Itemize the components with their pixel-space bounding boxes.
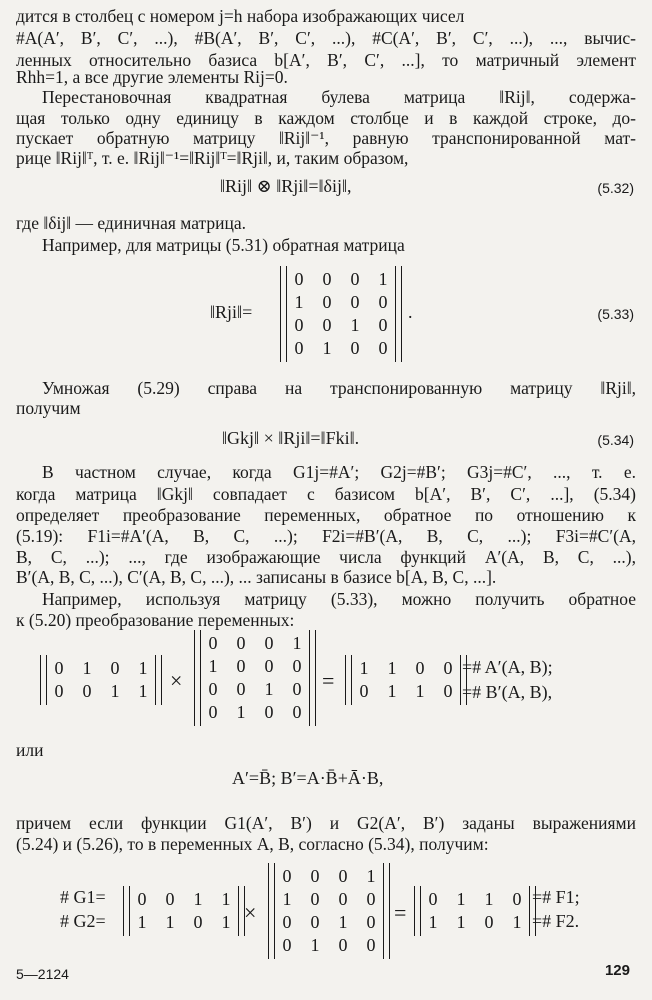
matrix-cell: 0 — [366, 889, 376, 909]
matrix-cell: 0 — [359, 681, 369, 701]
g1-label: # G1= — [60, 887, 106, 907]
text-line: когда матрица ‖Gkj‖ совпадает с базисом b[A′, B′, C′, ...], (5.34) — [16, 484, 636, 504]
matrix-cell: 0 — [484, 912, 494, 932]
matrix-cell: 1 — [137, 912, 147, 932]
matrix-cell: 0 — [512, 889, 522, 909]
matrix-cell: 0 — [294, 269, 304, 289]
matrix-cell: 1 — [359, 658, 369, 678]
matrix-cell: 1 — [512, 912, 522, 932]
matrix-cell: 0 — [378, 292, 388, 312]
matrix-cell: 0 — [443, 681, 453, 701]
equals-sign: = — [322, 668, 335, 693]
text-line: определяет преобразование переменных, обратное по отношению к — [16, 505, 636, 525]
text-line: ленных относительно базиса b[A′, B′, C′, ...], то матричный элемент — [16, 50, 636, 70]
equation-5-33-lhs: ‖Rji‖= — [210, 302, 253, 322]
matrix-cell: 0 — [165, 889, 175, 909]
matrix-right — [357, 657, 455, 703]
matrix-cell: 0 — [282, 935, 292, 955]
matrix-rji — [206, 632, 304, 724]
matrix-cell: 0 — [264, 656, 274, 676]
matrix-cell: 1 — [456, 889, 466, 909]
text-line: Например, используя матрицу (5.33), можно получить обратное — [42, 589, 636, 609]
matrix-cell: 0 — [310, 866, 320, 886]
matrix-cell: 0 — [208, 633, 218, 653]
text-line: щая только одну единицу в каждом столбце и в каждой строке, до- — [16, 108, 636, 128]
text-line: пускает обратную матрицу ‖Rij‖⁻¹, равную транспонированной мат- — [16, 128, 636, 148]
text-line: причем если функции G1(A′, B′) и G2(A′, B′) заданы выражениями — [16, 813, 636, 833]
matrix-cell: 0 — [415, 658, 425, 678]
matrix-cell: 1 — [294, 292, 304, 312]
matrix-cell: 0 — [350, 292, 360, 312]
result-f1: =# F1; — [532, 887, 580, 907]
text-line: (5.19): F1i=#A′(A, B, C, ...); F2i=#B′(A, B, C, ...); F3i=#C′(A, — [16, 526, 636, 546]
matrix-cell: 0 — [292, 656, 302, 676]
matrix-cell: 0 — [294, 338, 304, 358]
matrix-cell: 1 — [282, 889, 292, 909]
text-line: B, C, ...); ..., где изображающие числа функций A′(A, B, C, ...), — [16, 547, 636, 567]
matrix-cell: 1 — [193, 889, 203, 909]
matrix-cell: 1 — [236, 702, 246, 722]
matrix-cell: 0 — [294, 315, 304, 335]
matrix-cell: 0 — [378, 315, 388, 335]
matrix-cell: 1 — [338, 912, 348, 932]
matrix-cell: 0 — [236, 656, 246, 676]
matrix-cell: 1 — [387, 681, 397, 701]
result-a: =# A′(A, B); — [462, 657, 553, 677]
page-number: 129 — [604, 962, 630, 979]
matrix-cell: 1 — [165, 912, 175, 932]
text-line: Умножая (5.29) справа на транспонированную матрицу ‖Rji‖, — [42, 378, 636, 398]
matrix-cell: 0 — [350, 269, 360, 289]
text-line: #A(A′, B′, C′, ...), #B(A′, B′, C′, ...), #C(A′, B′, C′, ...), ..., вычис- — [16, 28, 636, 48]
matrix-cell: 0 — [82, 681, 92, 701]
matrix-cell: 1 — [110, 681, 120, 701]
text-line: Перестановочная квадратная булева матрица ‖Rij‖, содержа- — [42, 87, 636, 107]
matrix-cell: 0 — [236, 633, 246, 653]
matrix-cell: 0 — [54, 681, 64, 701]
matrix-cell: 0 — [137, 889, 147, 909]
text-line: к (5.20) преобразование переменных: — [16, 610, 295, 630]
matrix-cell: 1 — [208, 656, 218, 676]
matrix-cell: 1 — [310, 935, 320, 955]
text-line: (5.24) и (5.26), то в переменных A, B, согласно (5.34), получим: — [16, 834, 489, 854]
matrix-cell: 0 — [350, 338, 360, 358]
matrix-cell: 0 — [208, 679, 218, 699]
matrix-cell: 0 — [322, 315, 332, 335]
matrix-cell: 0 — [378, 338, 388, 358]
matrix-cell: 0 — [310, 912, 320, 932]
times-sign: × — [244, 900, 257, 925]
matrix-cell: 0 — [264, 702, 274, 722]
matrix-cell: 1 — [378, 269, 388, 289]
matrix-cell: 0 — [366, 912, 376, 932]
matrix-cell: 1 — [292, 633, 302, 653]
matrix-cell: 1 — [428, 912, 438, 932]
equation-5-34: ‖Gkj‖ × ‖Rji‖=‖Fki‖. — [222, 428, 360, 448]
matrix-cell: 0 — [264, 633, 274, 653]
equation-number: (5.33) — [597, 306, 634, 322]
result-b: =# B′(A, B), — [462, 682, 553, 702]
text-line: получим — [16, 398, 81, 418]
text-line: В частном случае, когда G1j=#A′; G2j=#B′; G3j=#C′, ..., т. е. — [42, 462, 636, 482]
matrix-right — [426, 888, 524, 934]
matrix-cell: 0 — [310, 889, 320, 909]
matrix-cell: 0 — [54, 658, 64, 678]
matrix-cell: 1 — [264, 679, 274, 699]
matrix-cell: 1 — [415, 681, 425, 701]
matrix-left — [135, 888, 233, 934]
equation-5-32: ‖Rij‖ ⊗ ‖Rji‖=‖δij‖, — [220, 176, 352, 196]
text-line: рице ‖Rij‖ᵀ, т. е. ‖Rij‖⁻¹=‖Rij‖ᵀ=‖Rji‖, и, таким образом, — [16, 148, 409, 168]
matrix-cell: 0 — [236, 679, 246, 699]
matrix-cell: 0 — [282, 912, 292, 932]
matrix-rji — [292, 268, 390, 360]
g2-label: # G2= — [60, 911, 106, 931]
matrix-cell: 1 — [484, 889, 494, 909]
matrix-cell: 1 — [82, 658, 92, 678]
text-line: или — [16, 740, 44, 760]
matrix-cell: 0 — [338, 866, 348, 886]
equation-number: (5.34) — [597, 432, 634, 448]
matrix-cell: 1 — [456, 912, 466, 932]
matrix-cell: 1 — [322, 338, 332, 358]
printer-signature: 5—2124 — [16, 966, 69, 982]
matrix-cell: 0 — [110, 658, 120, 678]
matrix-cell: 0 — [208, 702, 218, 722]
equals-sign: = — [394, 900, 407, 925]
matrix-cell: 0 — [292, 679, 302, 699]
matrix-cell: 1 — [221, 889, 231, 909]
matrix-cell: 0 — [338, 889, 348, 909]
times-sign: × — [170, 668, 183, 693]
matrix-cell: 0 — [193, 912, 203, 932]
text-line: Например, для матрицы (5.31) обратная матрица — [42, 235, 405, 255]
matrix-cell: 0 — [428, 889, 438, 909]
matrix-cell: 1 — [138, 681, 148, 701]
matrix-cell: 1 — [366, 866, 376, 886]
matrix-cell: 1 — [138, 658, 148, 678]
matrix-cell: 0 — [282, 866, 292, 886]
equation-result: A′=B̄; B′=A·B̄+Ā·B, — [232, 768, 384, 788]
result-f2: =# F2. — [532, 911, 580, 931]
matrix-cell: 0 — [292, 702, 302, 722]
matrix-cell: 1 — [350, 315, 360, 335]
matrix-cell: 0 — [366, 935, 376, 955]
equation-number: (5.32) — [597, 180, 634, 196]
matrix-left — [52, 657, 150, 703]
text-line: где ‖δij‖ — единичная матрица. — [16, 213, 247, 233]
text-line: дится в столбец с номером j=h набора изображающих чисел — [16, 6, 465, 26]
matrix-cell: 0 — [322, 269, 332, 289]
text-line: Rhh=1, а все другие элементы Rij=0. — [16, 67, 288, 87]
matrix-cell: 0 — [322, 292, 332, 312]
matrix-rji — [280, 865, 378, 957]
text-line: B′(A, B, C, ...), C′(A, B, C, ...), ... записаны в базисе b[A, B, C, ...]. — [16, 567, 497, 587]
matrix-cell: 1 — [387, 658, 397, 678]
period: . — [408, 302, 413, 322]
matrix-cell: 0 — [443, 658, 453, 678]
matrix-cell: 0 — [338, 935, 348, 955]
matrix-cell: 1 — [221, 912, 231, 932]
